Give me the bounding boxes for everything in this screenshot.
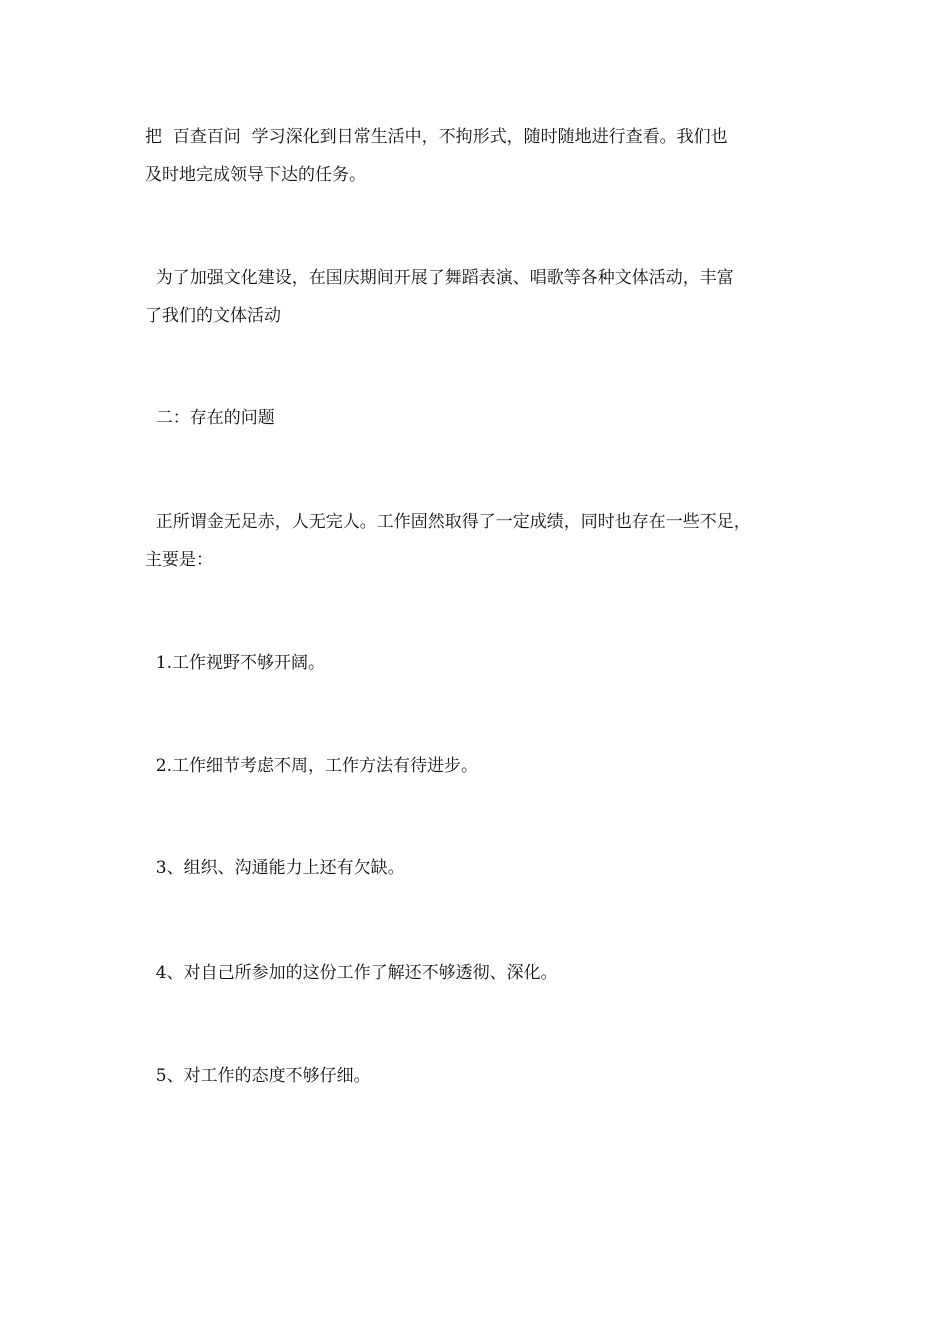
text-line: 为了加强文化建设，在国庆期间开展了舞蹈表演、唱歌等各种文体活动，丰富 [145, 268, 734, 288]
list-item-text: 2.工作细节考虑不周，工作方法有待进步。 [145, 756, 479, 776]
list-item-text: 5、对工作的态度不够仔细。 [145, 1066, 371, 1086]
list-item-text: 4、对自己所参加的这份工作了解还不够透彻、深化。 [145, 963, 558, 983]
list-item-text: 1.工作视野不够开阔。 [145, 653, 326, 673]
text-line: 把 百查百问 学习深化到日常生活中，不拘形式，随时随地进行查看。我们也 [145, 127, 728, 147]
section-heading-text: 二：存在的问题 [145, 408, 275, 428]
list-item-text: 3、组织、沟通能力上还有欠缺。 [145, 858, 405, 878]
text-line: 正所谓金无足赤，人无完人。工作固然取得了一定成绩，同时也存在一些不足， [145, 512, 751, 532]
text-line: 及时地完成领导下达的任务。 [145, 165, 366, 185]
text-line: 主要是： [145, 550, 213, 570]
text-line: 了我们的文体活动 [145, 306, 281, 326]
